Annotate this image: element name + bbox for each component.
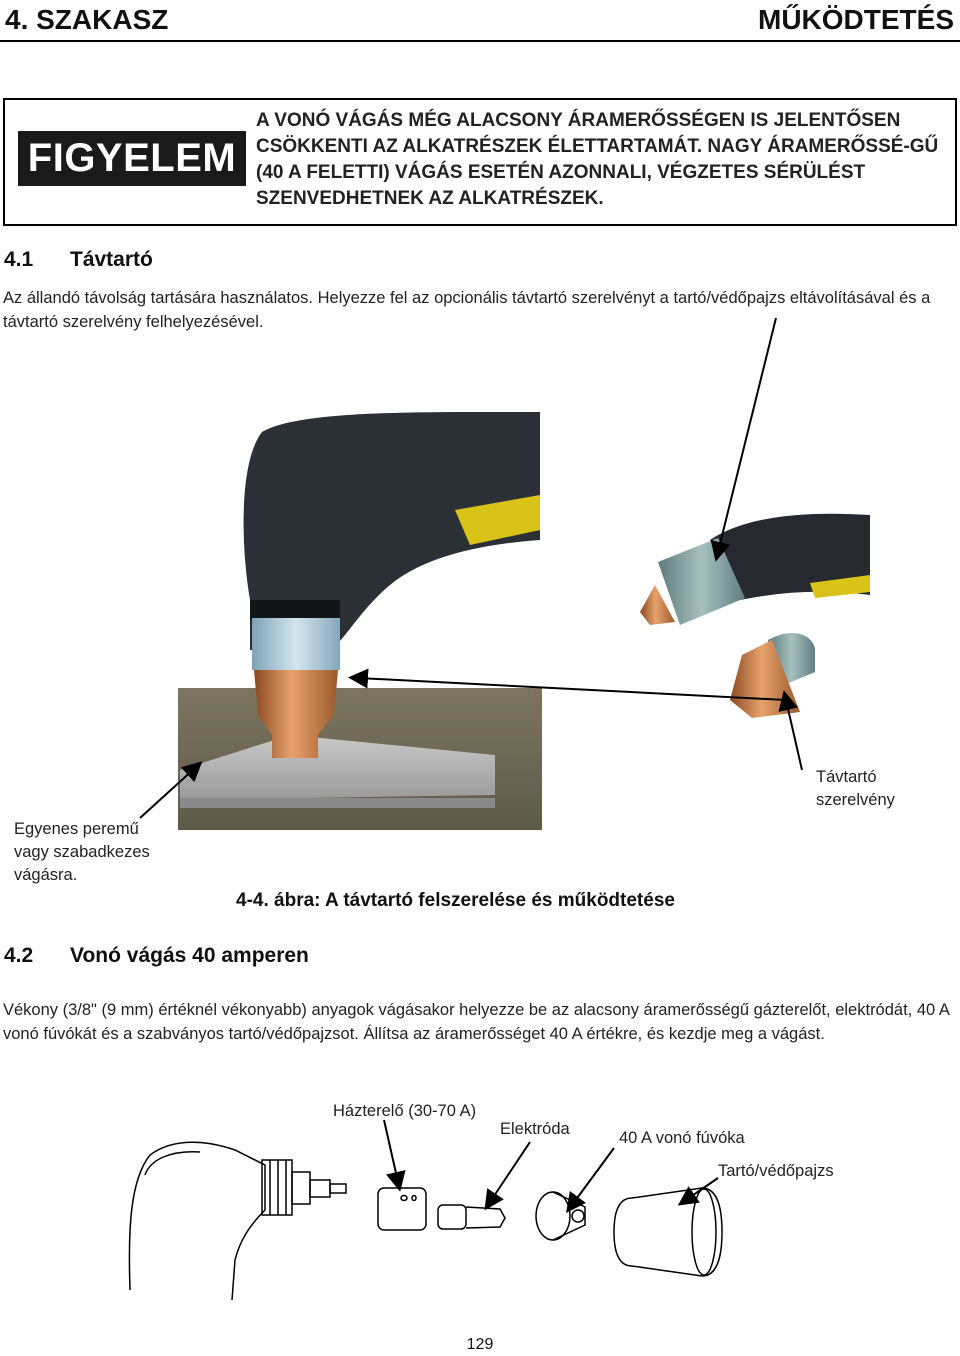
- section-number: 4.2: [4, 944, 34, 967]
- label-nozzle: 40 A vonó fúvóka: [619, 1129, 745, 1147]
- label-gas-diffuser: Házterelő (30-70 A): [333, 1102, 477, 1120]
- section-number: 4.1: [4, 248, 34, 271]
- page-number: 129: [466, 1336, 494, 1353]
- figure-label-right: Távtartó szerelvény: [816, 768, 895, 809]
- warning-label: FIGYELEM: [18, 131, 246, 186]
- label-electrode: Elektróda: [500, 1120, 570, 1138]
- chapter-title: MŰKÖDTETÉS: [758, 4, 954, 35]
- section-paragraph-4-2: Vékony (3/8" (9 mm) értéknél vékonyabb) anyagok vágásakor helyezze be az alacsony áramerősségű gázterelőt, elektródát, 40 A vonó fúvókát és a szabványos tartó/védőpajzsot. Állítsa az áramerősséget 40 A értékre, és kezdje meg a vágást.: [3, 1001, 949, 1043]
- electrode-outline: [438, 1205, 466, 1229]
- section-title: Távtartó: [70, 248, 153, 271]
- section-title: Vonó vágás 40 amperen: [70, 944, 309, 967]
- warning-text: A VONÓ VÁGÁS MÉG ALACSONY ÁRAMERŐSSÉGEN IS JELENTŐSEN CSÖKKENTI AZ ALKATRÉSZEK ÉLETTARTAMÁT. NAGY ÁRAMERŐSSÉ-GŰ (40 A FELETTI) VÁGÁS ESETÉN AZONNALI, VÉGZETES SÉRÜLÉST SZENVEDHETNEK AZ ALKATRÉSZEK.: [256, 110, 939, 209]
- figure-caption: 4-4. ábra: A távtartó felszerelése és működtetése: [236, 890, 675, 911]
- gas-diffuser-outline: [378, 1188, 426, 1230]
- label-shield-cup: Tartó/védőpajzs: [718, 1162, 834, 1180]
- figure-label-left: Egyenes peremű vagy szabadkezes vágásra.: [14, 820, 150, 884]
- section-paragraph-4-1: Az állandó távolság tartására használatos. Helyezze fel az opcionális távtartó szerelvényt a tartó/védőpajzs eltávolításával és a távtartó szerelvény felhelyezésével.: [3, 289, 931, 331]
- torch-thread: [262, 1160, 292, 1215]
- shield-cup-outline: [614, 1188, 722, 1276]
- nozzle-outline: [536, 1192, 570, 1240]
- section-header: 4. SZAKASZ: [5, 4, 169, 35]
